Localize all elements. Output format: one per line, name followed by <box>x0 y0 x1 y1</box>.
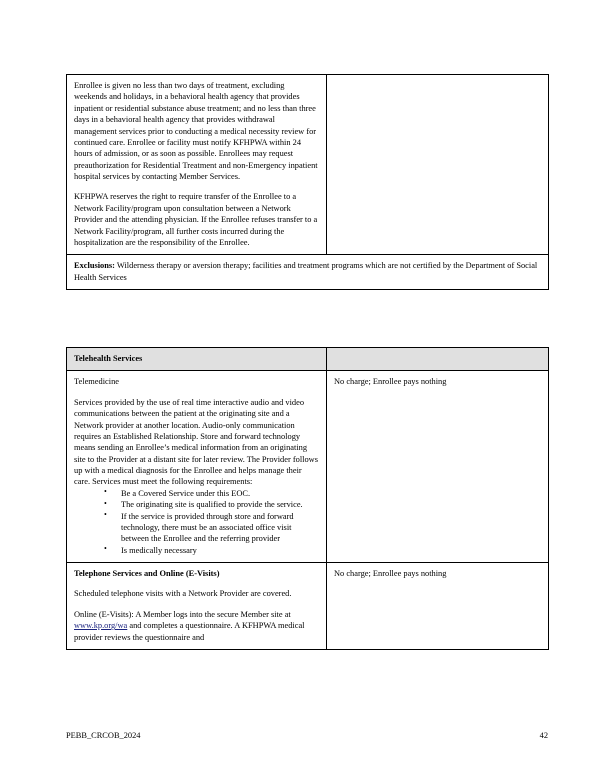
table-row <box>67 563 549 650</box>
list-item: • Be a Covered Service under this EOC. <box>121 488 319 499</box>
telemedicine-body: Services provided by the use of real time interactive audio and video communications between the patient at the originating site and a Network provider at another location. Audio-only communication requires an Established Relationship. Store and forward technology means sending an Enrollee’s medical information from an originating site to the Provider at a distant site for later review. The Provider follows up with a medical diagnosis for the Enrollee and helps manage their care. Services must meet the following requirements: <box>74 397 318 487</box>
section-header-cost-column <box>327 348 549 371</box>
table-header-row <box>67 348 549 371</box>
footer-page-number: 42 <box>539 731 548 740</box>
list-item: • Is medically necessary <box>121 545 319 556</box>
telephone-evisits-body: Scheduled telephone visits with a Network Provider are covered. <box>74 589 292 599</box>
exclusions-text: Wilderness therapy or aversion therapy; facilities and treatment programs which are not certified by the Department of Social Health Services <box>74 261 538 282</box>
table-row-exclusions <box>67 255 549 290</box>
cell-residential-treatment-cost <box>327 75 549 255</box>
telehealth-services-table <box>66 347 549 650</box>
cell-telemedicine-cost: No charge; Enrollee pays nothing <box>327 371 549 563</box>
online-evisits-text-before-link: Online (E-Visits): A Member logs into the secure Member site at <box>74 609 291 619</box>
cell-telephone-evisits-cost: No charge; Enrollee pays nothing <box>327 563 549 650</box>
list-item: • If the service is provided through store and forward technology, there must be an associated office visit between the Enrollee and the referring provider <box>121 511 319 545</box>
list-item: • The originating site is qualified to provide the service. <box>121 499 319 510</box>
paragraph-residential-treatment-days: Enrollee is given no less than two days of treatment, excluding weekends and holidays, in a behavioral health agency that provides inpatient or residential substance abuse treatment; and no less than three days in a behavioral health agency that provides withdrawal management services prior to conducting a medical necessity review for continued care. Enrollee or facility must notify KFHPWA within 24 hours of admission, or as soon as possible. Enrollees may request preauthorization for Residential Treatment and non-Emergency inpatient hospital services by contacting Member Services. <box>74 81 318 181</box>
section-header-telehealth-services: Telehealth Services <box>67 348 327 371</box>
telemedicine-requirements-list <box>74 488 319 556</box>
online-evisits-text-after-link: and completes a questionnaire. A KFHPWA medical provider reviews the questionnaire and <box>74 621 305 642</box>
footer-document-id: PEBB_CRCOB_2024 <box>66 731 141 740</box>
cell-residential-treatment-description <box>67 75 327 255</box>
telephone-evisits-title: Telephone Services and Online (E-Visits) <box>74 569 220 578</box>
table-row <box>67 371 549 563</box>
exclusions-label: Exclusions: <box>74 261 115 271</box>
page-footer <box>66 731 548 740</box>
cell-telemedicine-description <box>67 371 327 563</box>
kp-org-wa-link[interactable]: www.kp.org/wa <box>74 621 128 631</box>
cell-telephone-evisits-description <box>67 563 327 650</box>
telemedicine-title: Telemedicine <box>74 377 119 387</box>
paragraph-transfer-policy: KFHPWA reserves the right to require transfer of the Enrollee to a Network Facility/program upon consultation between a Network Provider and the attending physician. If the Enrollee refuses transfer to a Network Facility/program, all further costs incurred during the hospitalization are the responsibility of the Enrollee. <box>74 192 318 247</box>
cell-exclusions <box>67 255 549 290</box>
benefits-table-continued <box>66 74 549 290</box>
table-row <box>67 75 549 255</box>
online-evisits-paragraph <box>74 609 319 643</box>
